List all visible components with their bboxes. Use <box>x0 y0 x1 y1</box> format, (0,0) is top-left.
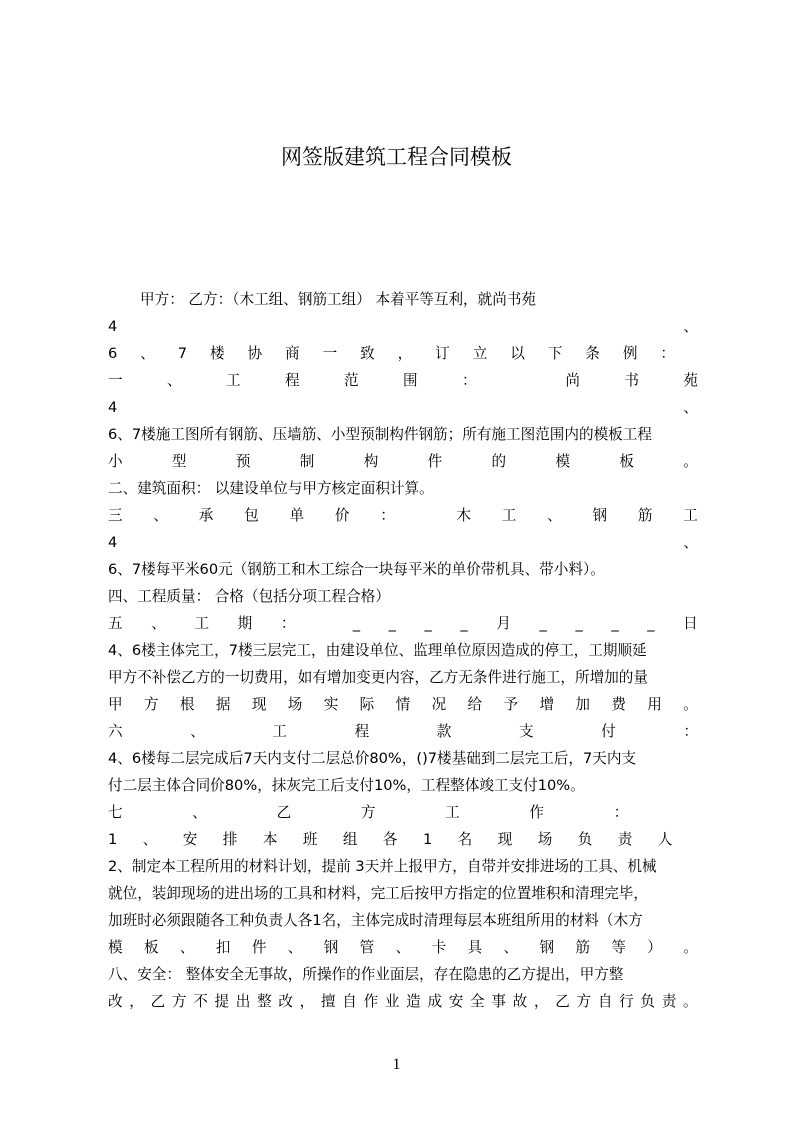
contract-line-segment: 条 <box>585 345 600 362</box>
contract-line-segment: 模 <box>555 453 571 470</box>
contract-line-segment: 、 <box>142 831 158 848</box>
contract-line-segment: 加 <box>575 696 590 713</box>
contract-line-segment: 板 <box>619 453 634 470</box>
contract-line-segment: 协 <box>247 345 263 362</box>
contract-line-segment: 工 <box>272 723 287 740</box>
contract-line-segment: 。 <box>683 993 698 1010</box>
contract-line-segment: 4 <box>108 534 118 551</box>
contract-line-segment: 。 <box>683 696 698 713</box>
contract-line-segment: 具 <box>467 939 483 956</box>
contract-line-segment: 1 <box>422 831 433 848</box>
contract-line <box>108 988 698 1015</box>
contract-line-segment: 班 <box>302 831 318 848</box>
contract-line-segment: 型 <box>171 453 187 470</box>
contract-line-segment: 自 <box>342 993 357 1010</box>
contract-line-segment: 实 <box>323 696 339 713</box>
contract-line-segment: ， <box>299 993 315 1010</box>
contract-line-segment: 4 <box>108 399 118 416</box>
contract-line-segment: 钢 <box>592 507 608 524</box>
contract-line-segment: 人 <box>657 831 673 848</box>
contract-line-segment: 模 <box>108 939 123 956</box>
contract-line <box>108 502 698 529</box>
contract-line: 二、建筑面积： 以建设单位与甲方核定面积计算。 <box>108 480 434 497</box>
contract-line-segment: 提 <box>214 993 230 1010</box>
contract-line-segment: 负 <box>577 831 593 848</box>
contract-line-segment: 支 <box>518 723 534 740</box>
contract-line-segment: 件 <box>251 939 267 956</box>
contract-line-segment: 钢 <box>539 939 555 956</box>
contract-line-segment: 。 <box>683 453 698 470</box>
contract-line-segment: 一 <box>108 372 123 389</box>
contract-line-segment: ） <box>647 939 662 956</box>
contract-line-segment: _ <box>647 615 655 632</box>
contract-line-segment: 、 <box>683 534 698 551</box>
contract-line: 甲方不补偿乙方的一切费用，如有增加变更内容，乙方无条件进行施工，所增加的量 <box>108 669 648 686</box>
contract-line-segment: 扣 <box>215 939 231 956</box>
contract-line-segment: 事 <box>491 993 506 1010</box>
contract-line-segment: 例 <box>622 345 638 362</box>
contract-line-segment: ： <box>660 345 675 362</box>
contract-line: 加班时必须跟随各工种负责人各1名，主体完成时清理每层本班组所用的材料（木方 <box>108 912 643 929</box>
contract-line-segment: ： <box>613 804 629 821</box>
contract-line-segment: ： <box>462 372 477 389</box>
contract-line-segment: _ <box>460 615 468 632</box>
contract-body <box>108 286 698 1015</box>
contract-line-segment: 价 <box>334 507 350 524</box>
contract-line-segment: 行 <box>619 993 634 1010</box>
contract-line: 4、6楼主体完工，7楼三层完工，由建设单位、监理单位原因造成的停工，工期顺延 <box>108 642 647 659</box>
contract-line-segment: 、 <box>190 723 205 740</box>
contract-line-segment: 改 <box>108 993 123 1010</box>
contract-line-segment: 责 <box>661 993 677 1010</box>
contract-line-segment: 甲 <box>108 696 123 713</box>
contract-line-segment: 场 <box>287 696 303 713</box>
contract-line <box>108 799 698 826</box>
contract-line-segment: 筋 <box>575 939 590 956</box>
contract-line-segment: ， <box>129 993 144 1010</box>
contract-line-segment: ： <box>280 615 296 632</box>
contract-line-segment: 安 <box>448 993 464 1010</box>
contract-line-segment: 期 <box>237 615 253 632</box>
contract-line-segment: 不 <box>193 993 208 1010</box>
contract-line-segment: 现 <box>251 696 267 713</box>
contract-line-segment: 方 <box>576 993 592 1010</box>
contract-line: 6、7楼施工图所有钢筋、压墙筋、小型预制构件钢筋；所有施工图范围内的模板工程 <box>108 426 652 443</box>
contract-line-segment: 制 <box>299 453 315 470</box>
contract-line-segment: 方 <box>360 804 376 821</box>
contract-line-segment: 等 <box>611 939 626 956</box>
contract-line-segment: 订 <box>435 345 450 362</box>
contract-line-segment: 范 <box>344 372 359 389</box>
contract-line-segment: 、 <box>140 345 155 362</box>
contract-line <box>108 367 698 394</box>
contract-line <box>108 610 698 637</box>
contract-line-segment: _ <box>575 615 583 632</box>
contract-line: 6、7楼每平米60元（钢筋工和木工综合一块每平米的单价带机具、带小料）。 <box>108 561 605 578</box>
contract-line <box>108 718 698 745</box>
contract-line-segment: 负 <box>640 993 656 1010</box>
contract-line-segment: 乙 <box>276 804 292 821</box>
contract-line-segment: 月 <box>496 615 511 632</box>
contract-line-segment: 程 <box>285 372 300 389</box>
contract-line-segment: 组 <box>342 831 358 848</box>
document-title: 网签版建筑工程合同模板 <box>281 145 512 169</box>
contract-line-segment: 单 <box>289 507 305 524</box>
contract-line-segment: 增 <box>539 696 555 713</box>
contract-line-segment: 商 <box>285 345 300 362</box>
contract-line-segment: 工 <box>501 507 517 524</box>
contract-line-segment: ： <box>380 507 395 524</box>
contract-line-segment: 根 <box>179 696 195 713</box>
contract-line-segment: 日 <box>683 615 698 632</box>
contract-line <box>108 691 698 718</box>
contract-line-segment: 钢 <box>323 939 339 956</box>
contract-line-segment: 木 <box>456 507 471 524</box>
contract-line-segment: ， <box>533 993 549 1010</box>
contract-line-segment: 卡 <box>431 939 447 956</box>
contract-line-segment: 、 <box>287 939 303 956</box>
contract-line-segment: 6 <box>108 345 118 362</box>
contract-line: 甲方： 乙方：（木工组、钢筋工组） 本着平等互利，就尚书苑 <box>140 291 537 308</box>
contract-line-segment: 乙 <box>150 993 166 1010</box>
contract-line-segment: 包 <box>244 507 259 524</box>
contract-line-segment: _ <box>611 615 619 632</box>
contract-line-segment: 方 <box>171 993 187 1010</box>
contract-line-segment: 7 <box>177 345 188 362</box>
contract-line-segment: 尚 <box>565 372 580 389</box>
contract-line-segment: 给 <box>467 696 483 713</box>
page-number: 1 <box>392 1056 401 1073</box>
contract-line-segment: 、 <box>192 804 207 821</box>
contract-line-segment: 各 <box>382 831 398 848</box>
contract-line-segment: 排 <box>222 831 238 848</box>
contract-line <box>108 826 698 853</box>
contract-line-segment: 乙 <box>555 993 570 1010</box>
contract-line-segment: 作 <box>363 993 379 1010</box>
contract-line-segment: 予 <box>503 696 519 713</box>
contract-line: 4、6楼每二层完成后7天内支付二层总价80%，()7楼基础到二层完工后，7天内支 <box>108 750 637 767</box>
contract-line: 就位，装卸现场的进出场的工具和材料，完工后按甲方指定的位置堆积和清理完毕， <box>108 885 648 902</box>
contract-line-segment: 立 <box>472 345 488 362</box>
contract-line-segment: 业 <box>384 993 400 1010</box>
contract-line <box>108 394 698 421</box>
contract-line <box>108 529 698 556</box>
contract-line-segment: 楼 <box>209 345 225 362</box>
contract-line-segment: ， <box>397 345 413 362</box>
contract-line-segment: 情 <box>395 696 411 713</box>
contract-line-segment: 自 <box>597 993 613 1010</box>
contract-line <box>108 934 698 961</box>
contract-line-segment: 费 <box>611 696 626 713</box>
contract-line-segment: 工 <box>226 372 241 389</box>
contract-line-segment: 据 <box>215 696 231 713</box>
contract-line-segment: 款 <box>436 723 452 740</box>
contract-line-segment: 管 <box>359 939 375 956</box>
contract-line-segment: 、 <box>151 615 166 632</box>
contract-line-segment: 苑 <box>683 372 698 389</box>
contract-line-segment: _ <box>388 615 396 632</box>
contract-line-segment: 、 <box>683 399 698 416</box>
contract-line-segment: 承 <box>198 507 214 524</box>
contract-line-segment: 板 <box>143 939 159 956</box>
contract-line-segment: 下 <box>547 345 563 362</box>
contract-line-segment: 书 <box>624 372 639 389</box>
contract-line: 八、安全： 整体安全无事故，所操作的作业面层，存在隐患的乙方提出，甲方整 <box>108 966 624 983</box>
contract-line-segment: ： <box>683 723 698 740</box>
contract-line <box>108 448 698 475</box>
contract-line-segment: 付 <box>601 723 616 740</box>
contract-line-segment: 1 <box>108 831 118 848</box>
contract-line: 付二层主体合同价80%，抹灰完工后支付10%，工程整体竣工支付10%。 <box>108 777 585 794</box>
contract-line-segment: 以 <box>510 345 525 362</box>
contract-line-segment: 成 <box>427 993 443 1010</box>
contract-line-segment: 五 <box>108 615 123 632</box>
contract-line-segment: _ <box>539 615 547 632</box>
contract-line-segment: 擅 <box>320 993 336 1010</box>
contract-line-segment: 件 <box>427 453 443 470</box>
contract-line-segment: 工 <box>194 615 210 632</box>
contract-line-segment: 用 <box>647 696 662 713</box>
contract-line-segment: 七 <box>108 804 123 821</box>
contract-line-segment: 现 <box>497 831 513 848</box>
contract-line-segment: 工 <box>683 507 698 524</box>
contract-line-segment: 故 <box>512 993 528 1010</box>
contract-line-segment: 围 <box>403 372 418 389</box>
contract-line-segment: 4 <box>108 318 118 335</box>
contract-line-segment: 作 <box>529 804 545 821</box>
contract-line-segment: 安 <box>182 831 198 848</box>
contract-line-segment: _ <box>424 615 432 632</box>
contract-line-segment: 责 <box>617 831 633 848</box>
contract-line-segment: 场 <box>537 831 553 848</box>
contract-line: 2、制定本工程所用的材料计划，提前 3天并上报甲方，自带并安排进场的工具、机械 <box>108 858 657 875</box>
contract-line-segment: 致 <box>360 345 375 362</box>
contract-line-segment: 、 <box>395 939 411 956</box>
contract-line-segment: 的 <box>491 453 507 470</box>
contract-line-segment: 造 <box>406 993 421 1010</box>
contract-line-segment: 名 <box>457 831 473 848</box>
contract-line-segment: 、 <box>179 939 195 956</box>
contract-line-segment: 改 <box>278 993 293 1010</box>
contract-line <box>108 313 698 340</box>
contract-line-segment: 、 <box>503 939 519 956</box>
contract-line-segment: 程 <box>354 723 370 740</box>
contract-line-segment: 、 <box>683 318 698 335</box>
contract-line-segment: 况 <box>431 696 447 713</box>
contract-line-segment: 预 <box>235 453 251 470</box>
contract-line-segment: 方 <box>143 696 159 713</box>
contract-line-segment: 全 <box>470 993 485 1010</box>
contract-line-segment: 、 <box>547 507 562 524</box>
contract-line-segment: 、 <box>153 507 168 524</box>
contract-line-segment: 出 <box>235 993 251 1010</box>
contract-line-segment: 整 <box>257 993 272 1010</box>
contract-line-segment: _ <box>352 615 360 632</box>
contract-line-segment: 六 <box>108 723 123 740</box>
contract-line-segment: 小 <box>108 453 123 470</box>
contract-line-segment: 本 <box>262 831 278 848</box>
contract-line-segment: 工 <box>445 804 460 821</box>
contract-line-segment: 、 <box>167 372 182 389</box>
contract-line-segment: 。 <box>683 939 698 956</box>
contract-line-segment: 构 <box>363 453 379 470</box>
contract-line: 四、工程质量： 合格（包括分项工程合格） <box>108 588 390 605</box>
contract-line-segment: 筋 <box>637 507 653 524</box>
contract-line-segment: 一 <box>322 345 338 362</box>
contract-line-segment: 三 <box>108 507 123 524</box>
contract-line <box>108 340 698 367</box>
contract-line-segment: 际 <box>359 696 375 713</box>
